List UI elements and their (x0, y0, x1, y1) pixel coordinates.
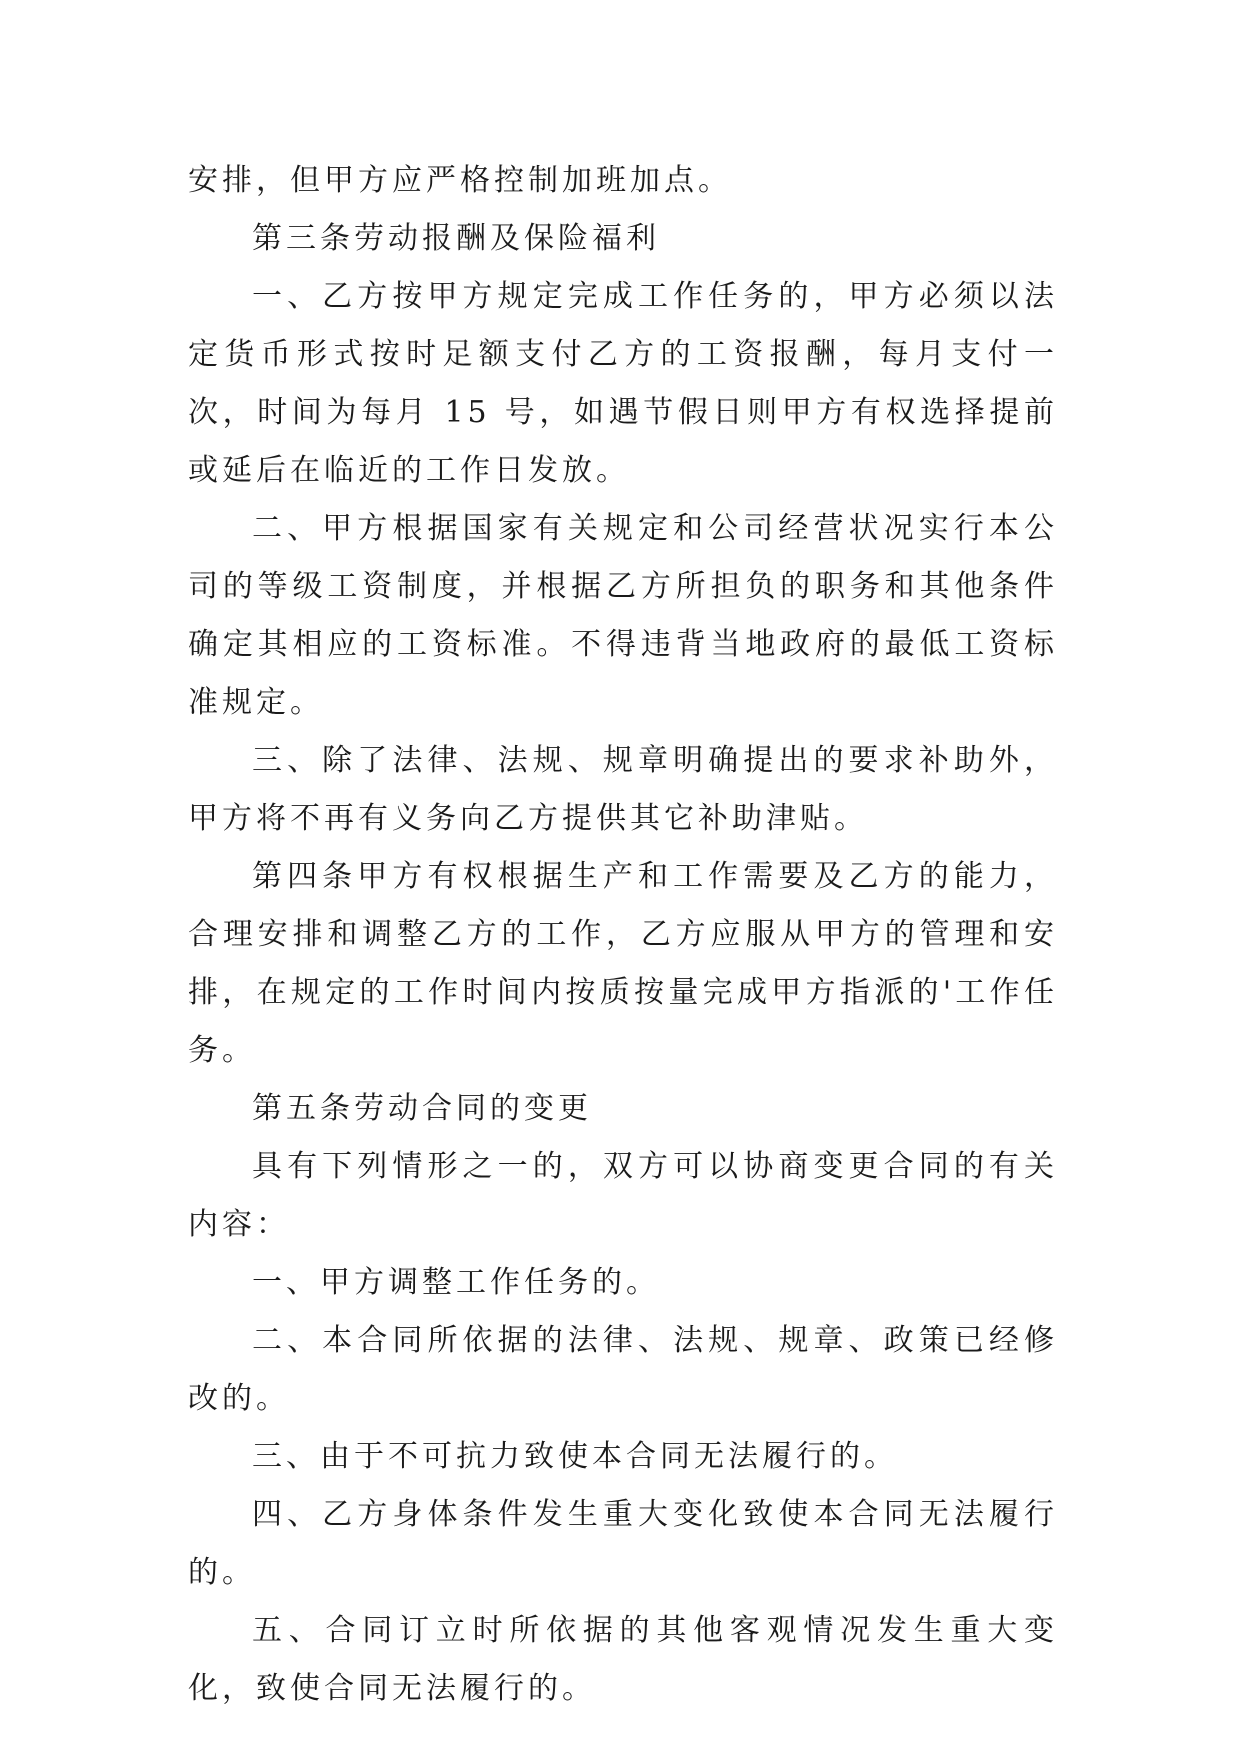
article-5-item-2: 二、本合同所依据的法律、法规、规章、政策已经修改的。 (188, 1323, 1058, 1416)
article-5-item-5: 五、合同订立时所依据的其他客观情况发生重大变化，致使合同无法履行的。 (188, 1613, 1058, 1706)
paragraph-continuation: 安排，但甲方应严格控制加班加点。 (188, 163, 732, 198)
article-5-intro: 具有下列情形之一的，双方可以协商变更合同的有关内容： (188, 1149, 1058, 1242)
article-5-item-3: 三、由于不可抗力致使本合同无法履行的。 (252, 1439, 898, 1474)
article-3-clause-3: 三、除了法律、法规、规章明确提出的要求补助外，甲方将不再有义务向乙方提供其它补助津贴。 (188, 743, 1058, 836)
article-3-heading: 第三条劳动报酬及保险福利 (252, 221, 660, 256)
article-4-paragraph: 第四条甲方有权根据生产和工作需要及乙方的能力，合理安排和调整乙方的工作，乙方应服从甲方的管理和安排，在规定的工作时间内按质按量完成甲方指派的'工作任务。 (188, 859, 1058, 1068)
article-5-item-4: 四、乙方身体条件发生重大变化致使本合同无法履行的。 (188, 1497, 1058, 1590)
document-body (188, 152, 1058, 1718)
article-3-clause-1: 一、乙方按甲方规定完成工作任务的，甲方必须以法定货币形式按时足额支付乙方的工资报酬，每月支付一次，时间为每月 15 号，如遇节假日则甲方有权选择提前或延后在临近的工作日发放。 (188, 279, 1058, 488)
article-5-heading: 第五条劳动合同的变更 (252, 1091, 592, 1126)
article-5-item-1: 一、甲方调整工作任务的。 (252, 1265, 660, 1300)
article-3-clause-2: 二、甲方根据国家有关规定和公司经营状况实行本公司的等级工资制度，并根据乙方所担负的职务和其他条件确定其相应的工资标准。不得违背当地政府的最低工资标准规定。 (188, 511, 1058, 720)
